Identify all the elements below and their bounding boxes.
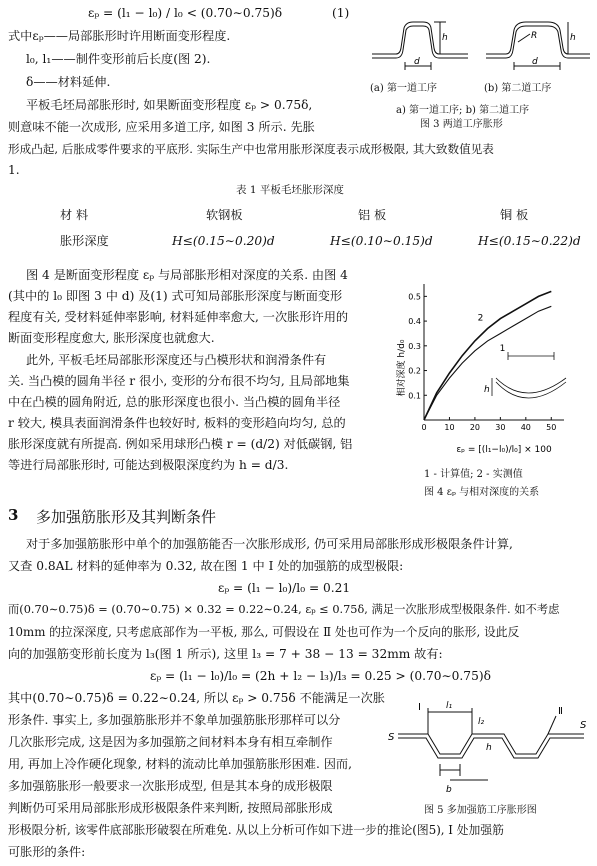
fig4-xlabel: εₚ = [(l₁−l₀)/l₀] × 100	[456, 445, 552, 455]
paragraph-2-line: 断面变形程度愈大, 胀形深度也就愈大.	[8, 331, 215, 345]
table1-cell: 胀形深度	[60, 234, 109, 248]
fig3-note: a) 第一道工序; b) 第二道工序	[396, 105, 530, 116]
paragraph-3-line: 又查 0.8AL 材料的延伸率为 0.32, 故在图 1 中 Ⅰ 处的加强筋的成型极限:	[8, 559, 404, 573]
series-line-1	[424, 306, 551, 420]
fig3-subcaption-a: (a) 第一道工序	[370, 83, 437, 94]
paragraph-2-line: (其中的 l₀ 即图 3 中 d) 及(1) 式可知局部胀形深度与断面变形	[8, 289, 343, 303]
fig3b-drawing	[486, 22, 590, 70]
formula-1-number: (1)	[332, 6, 350, 20]
section-3-heading: 多加强筋胀形及其判断条件	[36, 508, 217, 526]
definition-delta: δ——材料延伸.	[26, 75, 111, 89]
fig5-label-S-left: S	[388, 732, 395, 743]
series-label-1: 1	[499, 343, 506, 354]
fig4-inset-drawing	[492, 352, 566, 398]
figure-4-chart	[396, 268, 592, 464]
fig5-caption: 图 5 多加强筋工序胀形图	[424, 805, 537, 816]
table1-title: 表 1 平板毛坯胀形深度	[236, 184, 344, 196]
y-tick-label: 0.2	[408, 366, 421, 376]
paragraph-2-line: 胀形深度就有所提高. 例如采用球形凸模 r = (d/2) 对低碳钢, 铝	[8, 437, 353, 451]
fig3a-drawing	[372, 22, 468, 70]
paragraph-3-line: 对于多加强筋胀形中单个的加强筋能否一次胀形成形, 仍可采用局部胀形成形极限条件计算,	[26, 537, 513, 551]
paragraph-1-line: 1.	[8, 163, 20, 177]
y-tick-label: 0.4	[408, 317, 421, 327]
fig5-label-I: Ⅰ	[418, 702, 421, 713]
formula-1: εₚ = (l₁ − l₀) / l₀ < (0.70∼0.75)δ	[88, 6, 283, 20]
paragraph-1-line: 形成凸起, 后胀成零件要求的平底形. 实际生产中也常用胀形深度表示成形极限, 其大致数值见表	[8, 142, 494, 156]
y-tick-label: 0.3	[408, 341, 421, 351]
y-tick-label: 0.5	[408, 292, 421, 302]
fig3-label-h: h	[442, 33, 448, 43]
paragraph-3-line: 向的加强筋变形前长度为 l₃(图 1 所示), 这里 l₃ = 7 + 38 − 13 = 32mm 故有:	[8, 647, 443, 661]
definition-ep: 式中εₚ——局部胀形时许用断面变形程度.	[8, 29, 231, 43]
fig5-label-S-right: S	[580, 720, 587, 731]
paragraph-2-line: r 较大, 模具表面润滑条件也较好时, 板料的变形趋向均匀, 总的	[8, 416, 346, 430]
x-tick-label: 20	[469, 423, 481, 432]
table1-header-cell: 铝 板	[358, 208, 387, 222]
paragraph-3-line: 而(0.70∼0.75)δ = (0.70∼0.75) × 0.32 = 0.22∼0.24, εₚ ≤ 0.75δ, 满足一次胀形成型极限条件. 如不考虑	[8, 603, 560, 616]
definition-l: l₀, l₁——制件变形前后长度(图 2).	[26, 52, 211, 66]
fig5-label-l1: l₁	[446, 701, 453, 711]
paragraph-3-line: 形条件. 事实上, 多加强筋胀形并不象单加强筋胀形那样可以分	[8, 713, 341, 727]
table1-cell: H≤(0.10∼0.15)d	[330, 234, 433, 248]
fig3b-label-d: d	[532, 57, 538, 67]
paragraph-1-line: 平板毛坯局部胀形时, 如果断面变形程度 εₚ > 0.75δ,	[26, 98, 313, 112]
fig3-label-d: d	[414, 57, 420, 67]
fig5-label-h: h	[486, 743, 492, 753]
section-3-number: 3	[8, 506, 19, 524]
fig3-label-r: R	[531, 31, 538, 41]
table1-cell: H≤(0.15∼0.20)d	[172, 234, 275, 248]
y-tick-label: 0.1	[408, 391, 421, 401]
fig4-caption: 图 4 εₚ 与相对深度的关系	[424, 487, 540, 498]
fig3-subcaption-b: (b) 第二道工序	[484, 83, 552, 94]
table1-header-cell: 铜 板	[500, 208, 529, 222]
table1-header-cell: 软钢板	[206, 208, 243, 222]
figure-3-drawing	[368, 8, 592, 80]
x-tick-label: 50	[546, 423, 557, 432]
x-tick-label: 40	[520, 423, 531, 432]
formula-2: εₚ = (l₁ − l₀)/l₀ = 0.21	[218, 581, 351, 595]
fig4-ylabel: 相对深度 h/d₀	[397, 339, 407, 397]
paragraph-2-line: 关. 当凸模的圆角半径 r 很小, 变形的分布很不均匀, 且局部地集	[8, 374, 350, 388]
fig5-label-b: b	[446, 785, 452, 795]
series-label-2: 2	[477, 313, 484, 324]
fig4-legend: 1 - 计算值; 2 - 实测值	[424, 469, 523, 480]
table1-cell: H≤(0.15∼0.22)d	[478, 234, 581, 248]
x-tick-label: 30	[495, 423, 506, 432]
figure-5-drawing	[388, 694, 592, 804]
paragraph-3-line: 形极限分析, 该零件底部胀形破裂在所难免. 从以上分析可作如下进一步的推论(图5), Ⅰ 处加强筋	[8, 823, 504, 837]
paragraph-3-line: 判断仍可采用局部胀形成形极限条件来判断, 按照局部胀形成	[8, 801, 333, 815]
paragraph-3-line: 几次胀形完成, 这是因为多加强筋之间材料本身有相互牵制作	[8, 735, 333, 749]
paragraph-2-line: 等进行局部胀形时, 可能达到极限深度约为 h = d/3.	[8, 458, 289, 472]
paragraph-3-line: 用, 再加上冷作硬化现象, 材料的流动比单加强筋胀形困难. 因而,	[8, 757, 352, 771]
formula-3: εₚ = (l₁ − l₀)/l₀ = (2h + l₂ − l₃)/l₃ = 0.25 > (0.70∼0.75)δ	[150, 669, 491, 683]
paragraph-3-line: 可胀形的条件:	[8, 845, 86, 859]
fig5-label-II: Ⅱ	[558, 706, 563, 717]
paragraph-3-line: 10mm 的拉深深度, 只考虑底部作为一平板, 那么, 可假设在 Ⅱ 处也可作为一个反向的胀形, 设此反	[8, 625, 520, 639]
fig5-label-l2: l₂	[478, 717, 485, 727]
paragraph-3-line: 多加强筋胀形一般要求一次胀形成型, 但是其本身的成形极限	[8, 779, 333, 793]
x-tick-label: 0	[421, 423, 427, 432]
x-tick-label: 10	[444, 423, 455, 432]
paragraph-2-line: 中在凸模的圆角附近, 总的胀形深度也很小. 当凸模的圆角半径	[8, 395, 341, 409]
paragraph-2-line: 图 4 是断面变形程度 εₚ 与局部胀形相对深度的关系. 由图 4	[26, 268, 348, 282]
table1-header-cell: 材 料	[60, 208, 89, 222]
paragraph-1-line: 则意味不能一次成形, 应采用多道工序, 如图 3 所示. 先胀	[8, 120, 315, 134]
fig3-caption: 图 3 两道工序胀形	[420, 119, 503, 130]
fig4-inset-label-h: h	[484, 385, 490, 395]
paragraph-2-line: 此外, 平板毛坯局部胀形深度还与凸模形状和润滑条件有	[26, 353, 327, 367]
paragraph-3-line: 其中(0.70∼0.75)δ = 0.22∼0.24, 所以 εₚ > 0.75δ 不能满足一次胀	[8, 691, 385, 705]
fig3b-label-h: h	[570, 33, 576, 43]
paragraph-2-line: 程度有关, 受材料延伸率影响, 材料延伸率愈大, 一次胀形许用的	[8, 310, 349, 324]
